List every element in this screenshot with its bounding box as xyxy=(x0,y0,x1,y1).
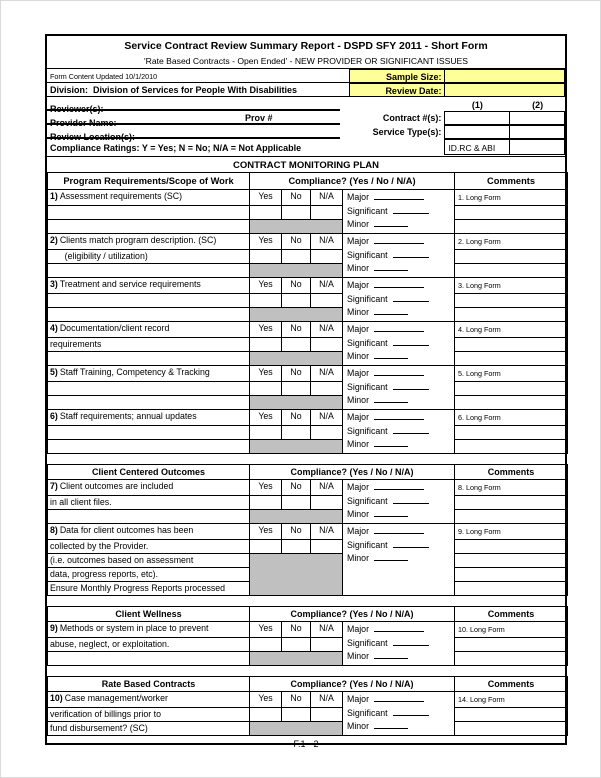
compliance-blank-cell[interactable] xyxy=(282,496,311,510)
comment-cell[interactable] xyxy=(455,554,568,568)
sample-size-input[interactable] xyxy=(445,69,565,83)
compliance-blank-cell[interactable] xyxy=(250,250,282,264)
minor-label: Minor xyxy=(347,263,369,274)
no-cell: No xyxy=(282,480,311,496)
shaded-cell xyxy=(250,352,343,366)
scope-cell: fund disbursement? (SC) xyxy=(48,722,250,736)
item-row xyxy=(48,510,568,524)
comments-header: Comments xyxy=(455,677,568,692)
item-row xyxy=(48,410,568,426)
item-row xyxy=(48,382,568,396)
compliance-blank-cell[interactable] xyxy=(250,426,282,440)
item-row xyxy=(48,722,568,736)
significant-label: Significant xyxy=(347,293,388,304)
comment-cell[interactable] xyxy=(455,220,568,234)
severity-blank-line[interactable] xyxy=(374,693,424,702)
comment-cell[interactable] xyxy=(455,540,568,554)
na-cell: N/A xyxy=(311,322,343,338)
major-label: Major xyxy=(347,624,369,634)
section-header-row xyxy=(48,465,568,480)
minor-label: Minor xyxy=(347,395,369,406)
severity-blank-line[interactable] xyxy=(393,637,429,646)
shaded-cell xyxy=(250,308,343,322)
section-title: Program Requirements/Scope of Work xyxy=(48,173,250,190)
scope-cell: requirements xyxy=(48,338,250,352)
comment-cell[interactable] xyxy=(455,396,568,410)
compliance-blank-cell[interactable] xyxy=(250,638,282,652)
compliance-blank-cell[interactable] xyxy=(282,708,311,722)
scope-cell: Ensure Monthly Progress Reports processed xyxy=(48,582,250,596)
scope-cell: 7) Client outcomes are included xyxy=(48,480,250,496)
scope-cell: 4) Documentation/client record xyxy=(48,322,250,338)
form-updated-note: Form Content Updated 10/1/2010 xyxy=(47,69,349,83)
scope-cell: 5) Staff Training, Competency & Tracking xyxy=(48,366,250,382)
major-label: Major xyxy=(347,482,369,492)
compliance-blank-cell[interactable] xyxy=(250,708,282,722)
compliance-ratings-label: Compliance Ratings: Y = Yes; N = No; N/A = Not Applicable xyxy=(50,143,302,153)
na-cell: N/A xyxy=(311,234,343,250)
report-form xyxy=(45,34,567,745)
plan-title: CONTRACT MONITORING PLAN xyxy=(47,156,565,172)
compliance-blank-cell[interactable] xyxy=(311,426,343,440)
na-cell: N/A xyxy=(311,190,343,206)
sample-size-label: Sample Size: xyxy=(349,69,446,83)
scope-cell: abuse, neglect, or exploitation. xyxy=(48,638,250,652)
review-location-field[interactable] xyxy=(47,125,340,142)
significant-label: Significant xyxy=(347,425,388,436)
scope-cell: 3) Treatment and service requirements xyxy=(48,278,250,294)
item-row xyxy=(48,220,568,234)
shaded-cell xyxy=(250,264,343,278)
yes-cell: Yes xyxy=(250,480,282,496)
compliance-header: Compliance? (Yes / No / N/A) xyxy=(250,677,455,692)
minor-label: Minor xyxy=(347,219,369,230)
comment-cell: 4. Long Form xyxy=(455,322,568,338)
major-label: Major xyxy=(347,280,369,290)
item-row xyxy=(48,278,568,294)
contract-1-input[interactable] xyxy=(444,111,510,125)
item-row xyxy=(48,308,568,322)
severity-blank-line[interactable] xyxy=(374,235,424,244)
comment-cell: 10. Long Form xyxy=(455,622,568,638)
yes-cell: Yes xyxy=(250,622,282,638)
compliance-blank-cell[interactable] xyxy=(311,382,343,396)
scope-cell xyxy=(48,308,250,322)
minor-label: Minor xyxy=(347,351,369,362)
scope-cell: 8) Data for client outcomes has been xyxy=(48,524,250,540)
yes-cell: Yes xyxy=(250,692,282,708)
severity-blank-line[interactable] xyxy=(374,394,408,403)
major-label: Major xyxy=(347,526,369,536)
minor-label: Minor xyxy=(347,721,369,732)
severity-blank-line[interactable] xyxy=(374,623,424,632)
significant-label: Significant xyxy=(347,707,388,718)
compliance-blank-cell[interactable] xyxy=(250,338,282,352)
severity-blank-line[interactable] xyxy=(393,707,429,716)
item-row xyxy=(48,524,568,540)
severity-blank-line[interactable] xyxy=(374,218,408,227)
na-cell: N/A xyxy=(311,480,343,496)
column-2-label: (2) xyxy=(532,100,544,110)
service-type-label: Service Type(s): xyxy=(372,127,442,137)
item-row xyxy=(48,396,568,410)
no-cell: No xyxy=(282,234,311,250)
shaded-cell xyxy=(250,440,343,454)
severity-cell xyxy=(343,622,455,666)
significant-label: Significant xyxy=(347,637,388,648)
compliance-header: Compliance? (Yes / No / N/A) xyxy=(250,607,455,622)
severity-blank-line[interactable] xyxy=(393,381,429,390)
severity-cell xyxy=(343,278,455,322)
compliance-blank-cell[interactable] xyxy=(311,206,343,220)
compliance-blank-cell[interactable] xyxy=(282,294,311,308)
severity-cell xyxy=(343,692,455,736)
major-label: Major xyxy=(347,236,369,246)
comment-cell[interactable] xyxy=(455,582,568,596)
scope-cell xyxy=(48,264,250,278)
major-label: Major xyxy=(347,324,369,334)
compliance-blank-cell[interactable] xyxy=(250,382,282,396)
yes-cell: Yes xyxy=(250,410,282,426)
contract-2-input[interactable] xyxy=(510,111,565,125)
section-spacer xyxy=(47,666,565,676)
comment-cell: 14. Long Form xyxy=(455,692,568,708)
comment-cell[interactable] xyxy=(455,308,568,322)
section-header-row xyxy=(48,677,568,692)
prov-number-label: Prov # xyxy=(245,113,273,123)
item-row xyxy=(48,496,568,510)
severity-blank-line[interactable] xyxy=(374,411,424,420)
compliance-blank-cell[interactable] xyxy=(250,496,282,510)
service-type-2-input[interactable] xyxy=(510,125,565,139)
review-date-input[interactable] xyxy=(445,83,565,97)
no-cell: No xyxy=(282,322,311,338)
scope-cell: verification of billings prior to xyxy=(48,708,250,722)
severity-blank-line[interactable] xyxy=(374,720,408,729)
no-cell: No xyxy=(282,524,311,540)
scope-cell xyxy=(48,426,250,440)
scope-cell xyxy=(48,510,250,524)
compliance-blank-cell[interactable] xyxy=(250,540,282,554)
division-label: Division: Division of Services for People With Disabilities xyxy=(47,83,349,97)
compliance-blank-cell[interactable] xyxy=(282,382,311,396)
severity-blank-line[interactable] xyxy=(374,350,408,359)
section-spacer xyxy=(47,454,565,464)
item-row xyxy=(48,554,568,568)
major-label: Major xyxy=(347,368,369,378)
major-label: Major xyxy=(347,412,369,422)
item-row xyxy=(48,190,568,206)
severity-blank-line[interactable] xyxy=(393,425,429,434)
compliance-blank-cell[interactable] xyxy=(311,638,343,652)
comment-cell: 6. Long Form xyxy=(455,410,568,426)
shaded-cell xyxy=(250,652,343,666)
scope-cell: 9) Methods or system in place to prevent xyxy=(48,622,250,638)
severity-blank-line[interactable] xyxy=(393,539,429,548)
comment-cell[interactable] xyxy=(455,206,568,220)
severity-blank-line[interactable] xyxy=(393,337,429,346)
compliance-header: Compliance? (Yes / No / N/A) xyxy=(250,465,455,480)
section-title: Client Wellness xyxy=(48,607,250,622)
comment-cell: 1. Long Form xyxy=(455,190,568,206)
comment-cell[interactable] xyxy=(455,382,568,396)
compliance-blank-cell[interactable] xyxy=(282,338,311,352)
page-title: Service Contract Review Summary Report - DSPD SFY 2011 - Short Form xyxy=(124,40,488,52)
severity-blank-line[interactable] xyxy=(374,306,408,315)
scope-cell xyxy=(48,652,250,666)
review-date-label: Review Date: xyxy=(349,83,446,97)
provider-name-field[interactable] xyxy=(47,111,340,128)
item-row xyxy=(48,708,568,722)
comment-cell[interactable] xyxy=(455,722,568,736)
item-row xyxy=(48,352,568,366)
scope-cell: 2) Clients match program description. (SC) xyxy=(48,234,250,250)
scope-cell xyxy=(48,352,250,366)
compliance-header: Compliance? (Yes / No / N/A) xyxy=(250,173,455,190)
comment-cell[interactable] xyxy=(455,708,568,722)
significant-label: Significant xyxy=(347,381,388,392)
shaded-cell xyxy=(250,220,343,234)
na-cell: N/A xyxy=(311,622,343,638)
item-row xyxy=(48,426,568,440)
significant-label: Significant xyxy=(347,539,388,550)
shaded-cell xyxy=(250,510,343,524)
scope-cell: in all client files. xyxy=(48,496,250,510)
compliance-blank-cell[interactable] xyxy=(282,250,311,264)
scope-cell xyxy=(48,396,250,410)
comment-cell[interactable] xyxy=(455,294,568,308)
yes-cell: Yes xyxy=(250,190,282,206)
reviewers-gap xyxy=(340,97,445,111)
no-cell: No xyxy=(282,366,311,382)
sample-size-row xyxy=(47,69,565,83)
no-cell: No xyxy=(282,190,311,206)
scope-cell: 1) Assessment requirements (SC) xyxy=(48,190,250,206)
severity-blank-line[interactable] xyxy=(374,262,408,271)
shaded-cell xyxy=(250,554,343,596)
comment-cell[interactable] xyxy=(455,568,568,582)
scope-cell: (eligibility / utilization) xyxy=(48,250,250,264)
item-row xyxy=(48,250,568,264)
item-row xyxy=(48,540,568,554)
significant-label: Significant xyxy=(347,337,388,348)
minor-label: Minor xyxy=(347,651,369,662)
yes-cell: Yes xyxy=(250,278,282,294)
severity-cell xyxy=(343,480,455,524)
compliance-blank-cell[interactable] xyxy=(250,294,282,308)
monitoring-plan xyxy=(47,172,565,736)
severity-blank-line[interactable] xyxy=(393,293,429,302)
item-row xyxy=(48,294,568,308)
severity-blank-line[interactable] xyxy=(374,481,424,490)
yes-cell: Yes xyxy=(250,322,282,338)
compliance-blank-cell[interactable] xyxy=(311,496,343,510)
yes-cell: Yes xyxy=(250,234,282,250)
yes-cell: Yes xyxy=(250,524,282,540)
severity-cell xyxy=(343,366,455,410)
scope-cell: 10) Case management/worker xyxy=(48,692,250,708)
item-row xyxy=(48,338,568,352)
severity-blank-line[interactable] xyxy=(374,650,408,659)
compliance-blank-cell[interactable] xyxy=(311,338,343,352)
severity-blank-line[interactable] xyxy=(374,525,424,534)
significant-label: Significant xyxy=(347,249,388,260)
na-cell: N/A xyxy=(311,692,343,708)
comment-cell[interactable] xyxy=(455,638,568,652)
service-code-cell: ID.RC & ABI xyxy=(444,139,510,155)
compliance-blank-cell[interactable] xyxy=(311,540,343,554)
minor-label: Minor xyxy=(347,307,369,318)
comments-header: Comments xyxy=(455,173,568,190)
minor-label: Minor xyxy=(347,553,369,564)
compliance-blank-cell[interactable] xyxy=(250,206,282,220)
severity-cell xyxy=(343,410,455,454)
significant-label: Significant xyxy=(347,205,388,216)
scope-cell: collected by the Provider. xyxy=(48,540,250,554)
comment-cell[interactable] xyxy=(455,264,568,278)
reviewers-label: Reviewer(s): xyxy=(50,104,104,114)
reviewers-field[interactable] xyxy=(47,97,340,114)
severity-blank-line[interactable] xyxy=(374,191,424,200)
comment-cell[interactable] xyxy=(455,440,568,454)
comment-cell: 9. Long Form xyxy=(455,524,568,540)
compliance-blank-cell[interactable] xyxy=(282,540,311,554)
scope-cell xyxy=(48,206,250,220)
item-row xyxy=(48,652,568,666)
na-cell: N/A xyxy=(311,410,343,426)
review-location-label: Review Location(s): xyxy=(50,132,136,142)
item-row xyxy=(48,638,568,652)
item-row xyxy=(48,366,568,382)
comment-cell[interactable] xyxy=(455,496,568,510)
review-location-row xyxy=(47,125,565,142)
yes-cell: Yes xyxy=(250,366,282,382)
minor-label: Minor xyxy=(347,509,369,520)
section-title: Rate Based Contracts xyxy=(48,677,250,692)
severity-blank-line[interactable] xyxy=(374,552,408,561)
comment-cell: 5. Long Form xyxy=(455,366,568,382)
provider-row xyxy=(47,111,565,128)
severity-cell xyxy=(343,524,455,596)
monitoring-table xyxy=(47,676,568,736)
comment-cell: 3. Long Form xyxy=(455,278,568,294)
significant-label: Significant xyxy=(347,495,388,506)
no-cell: No xyxy=(282,410,311,426)
comment-cell[interactable] xyxy=(455,352,568,366)
reviewers-row xyxy=(47,97,565,114)
scope-cell: data, progress reports, etc). xyxy=(48,568,250,582)
comments-header: Comments xyxy=(455,465,568,480)
shaded-cell xyxy=(250,396,343,410)
na-cell: N/A xyxy=(311,278,343,294)
severity-cell xyxy=(343,322,455,366)
no-cell: No xyxy=(282,278,311,294)
minor-label: Minor xyxy=(347,439,369,450)
service-code-2-input[interactable] xyxy=(510,139,565,155)
item-row xyxy=(48,206,568,220)
severity-blank-line[interactable] xyxy=(374,279,424,288)
comment-cell[interactable] xyxy=(455,652,568,666)
item-row xyxy=(48,234,568,250)
major-label: Major xyxy=(347,694,369,704)
comment-cell: 2. Long Form xyxy=(455,234,568,250)
compliance-blank-cell[interactable] xyxy=(282,638,311,652)
severity-blank-line[interactable] xyxy=(393,249,429,258)
item-row xyxy=(48,622,568,638)
page-subtitle: 'Rate Based Contracts - Open Ended' - NEW PROVIDER OR SIGNIFICANT ISSUES xyxy=(47,56,565,69)
compliance-blank-cell[interactable] xyxy=(282,426,311,440)
monitoring-table xyxy=(47,464,568,596)
comment-cell: 8. Long Form xyxy=(455,480,568,496)
compliance-blank-cell[interactable] xyxy=(311,708,343,722)
section-title: Client Centered Outcomes xyxy=(48,465,250,480)
severity-blank-line[interactable] xyxy=(393,495,429,504)
severity-blank-line[interactable] xyxy=(374,367,424,376)
compliance-blank-cell[interactable] xyxy=(311,250,343,264)
shaded-cell xyxy=(250,722,343,736)
major-label: Major xyxy=(347,192,369,202)
scope-cell xyxy=(48,382,250,396)
item-row xyxy=(48,480,568,496)
item-row xyxy=(48,322,568,338)
scope-cell xyxy=(48,440,250,454)
severity-blank-line[interactable] xyxy=(374,438,408,447)
na-cell: N/A xyxy=(311,366,343,382)
review-date-row xyxy=(47,83,565,97)
contract-numbers-label: Contract #(s): xyxy=(382,113,442,123)
severity-blank-line[interactable] xyxy=(374,508,408,517)
severity-blank-line[interactable] xyxy=(393,205,429,214)
column-1-label: (1) xyxy=(471,100,483,110)
severity-blank-line[interactable] xyxy=(374,323,424,332)
comment-cell[interactable] xyxy=(455,338,568,352)
section-header-row xyxy=(48,607,568,622)
compliance-blank-cell[interactable] xyxy=(282,206,311,220)
section-header-row xyxy=(48,173,568,190)
provider-name-label: Provider Name: xyxy=(50,118,117,128)
page-number: F.1 - 2 xyxy=(293,739,319,749)
na-cell: N/A xyxy=(311,524,343,540)
comment-cell[interactable] xyxy=(455,426,568,440)
item-row xyxy=(48,264,568,278)
monitoring-table xyxy=(47,606,568,666)
comment-cell[interactable] xyxy=(455,250,568,264)
item-row xyxy=(48,692,568,708)
severity-cell xyxy=(343,234,455,278)
comment-cell[interactable] xyxy=(455,510,568,524)
item-row xyxy=(48,440,568,454)
scope-cell: 6) Staff requirements; annual updates xyxy=(48,410,250,426)
section-spacer xyxy=(47,596,565,606)
no-cell: No xyxy=(282,692,311,708)
severity-cell xyxy=(343,190,455,234)
service-type-1-input[interactable] xyxy=(444,125,510,139)
scope-cell xyxy=(48,220,250,234)
scope-cell: (i.e. outcomes based on assessment xyxy=(48,554,250,568)
scope-cell xyxy=(48,294,250,308)
compliance-blank-cell[interactable] xyxy=(311,294,343,308)
no-cell: No xyxy=(282,622,311,638)
comments-header: Comments xyxy=(455,607,568,622)
monitoring-table xyxy=(47,172,568,454)
